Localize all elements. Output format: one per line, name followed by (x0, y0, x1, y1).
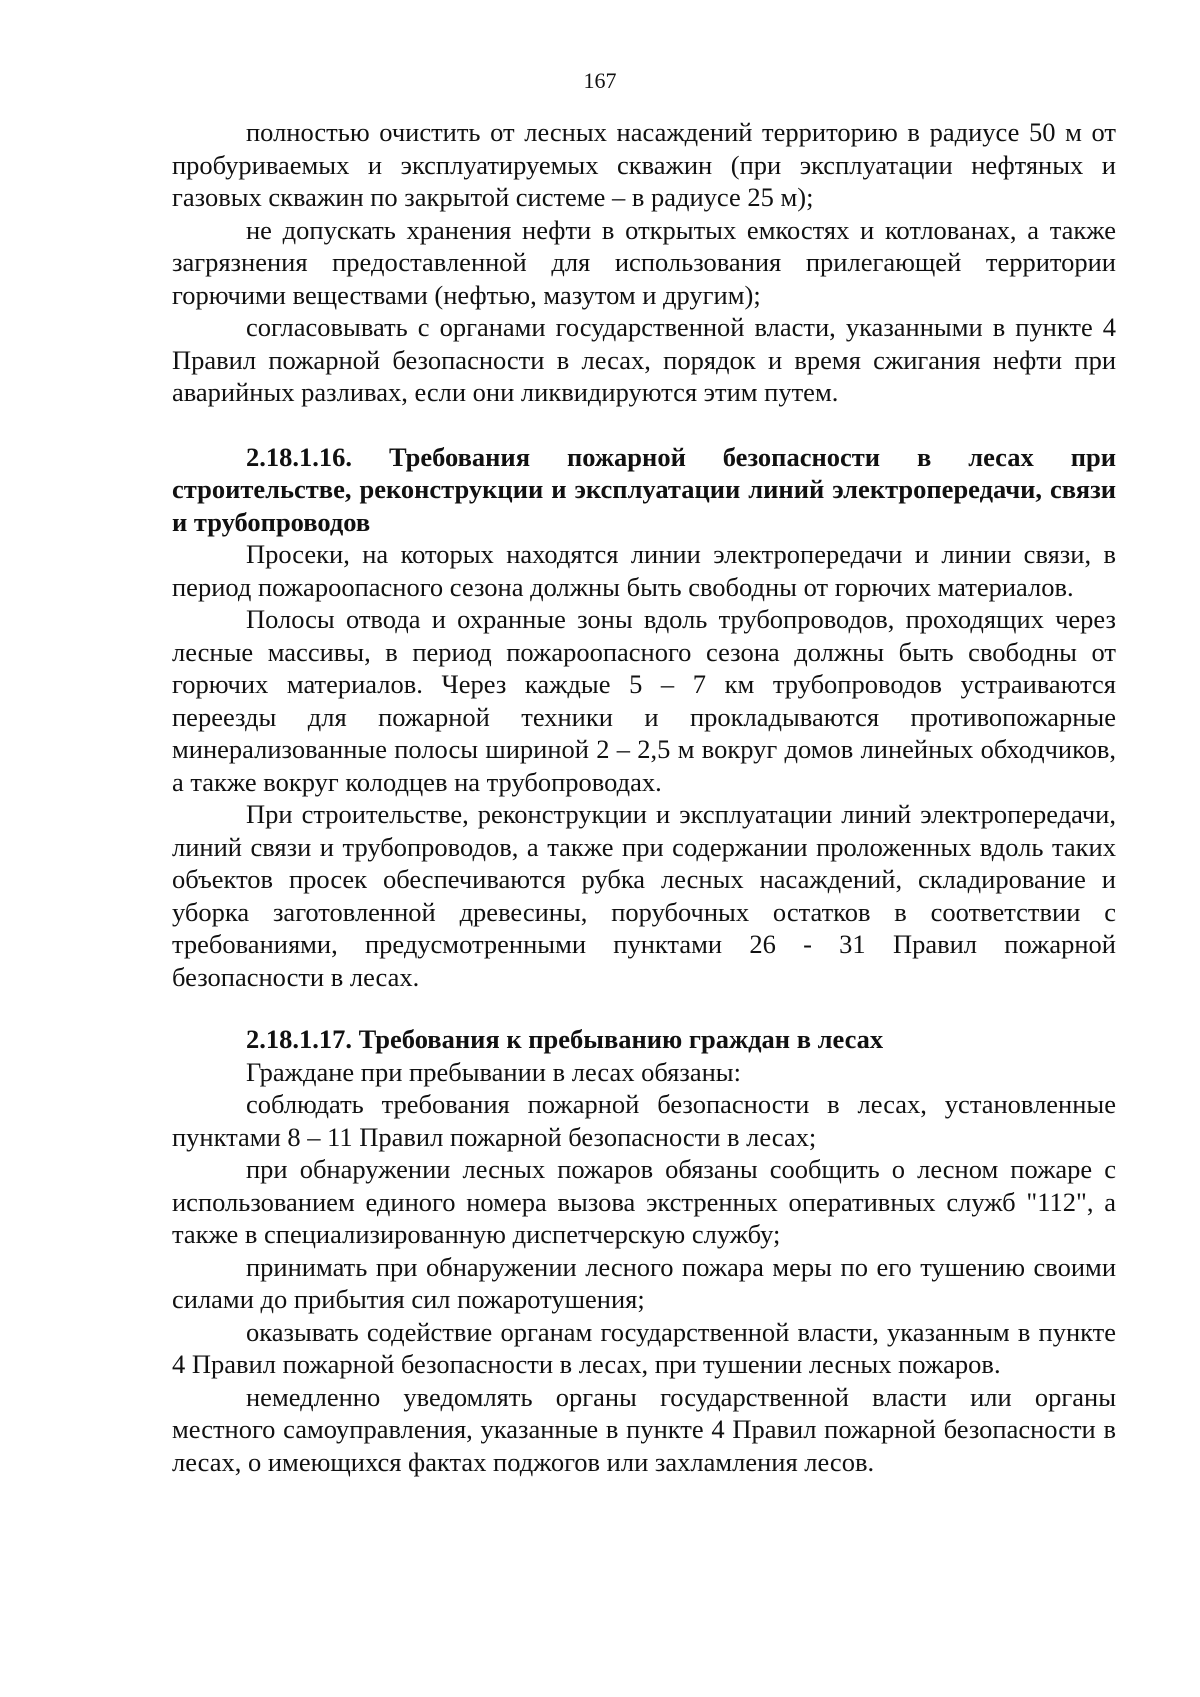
paragraph: немедленно уведомлять органы государственной власти или органы местного самоуправления, указанные в пункте 4 Правил пожарной безопасности в лесах, о имеющихся фактах поджогов или захламления лесов. (172, 1381, 1116, 1477)
paragraph: при обнаружении лесных пожаров обязаны сообщить о лесном пожаре с использованием единого номера вызова экстренных оперативных служб "112", а также в специализированную диспетчерскую службу; (172, 1154, 1116, 1249)
paragraph: При строительстве, реконструкции и эксплуатации линий электропередачи, линий связи и трубопроводов, а также при содержании проложенных вдоль таких объектов просек обеспечиваются рубка лесных насаждений, складирование и уборка заготовленной древесины, порубочных остатков в соответствии с требованиями, предусмотренными пунктами 26 - 31 Правил пожарной безопасности в лесах. (172, 799, 1116, 992)
paragraph: принимать при обнаружении лесного пожара меры по его тушению своими силами до прибытия сил пожаротушения; (172, 1251, 1116, 1314)
document-body (172, 116, 1116, 1478)
paragraph: Граждане при пребывании в лесах обязаны: (246, 1056, 741, 1087)
paragraph: полностью очистить от лесных насаждений территорию в радиусе 50 м от пробуриваемых и эксплуатируемых скважин (при эксплуатации нефтяных и газовых скважин по закрытой системе – в радиусе 25 м); (172, 117, 1116, 212)
section-heading-2-18-1-17: 2.18.1.17. Требования к пребыванию граждан в лесах (246, 1024, 884, 1054)
paragraph: оказывать содействие органам государственной власти, указанным в пункте 4 Правил пожарной безопасности в лесах, при тушении лесных пожаров. (172, 1316, 1116, 1379)
paragraph: согласовывать с органами государственной власти, указанными в пункте 4 Правил пожарной безопасности в лесах, порядок и время сжигания нефти при аварийных разливах, если они ликвидируются этим путем. (172, 312, 1116, 407)
paragraph: Просеки, на которых находятся линии электропередачи и линии связи, в период пожароопасного сезона должны быть свободны от горючих материалов. (172, 539, 1116, 602)
paragraph: Полосы отвода и охранные зоны вдоль трубопроводов, проходящих через лесные массивы, в период пожароопасного сезона должны быть свободны от горючих материалов. Через каждые 5 – 7 км трубопроводов устраиваются переезды для пожарной техники и прокладываются противопожарные минерализованные полосы шириной 2 – 2,5 м вокруг домов линейных обходчиков, а также вокруг колодцев на трубопроводах. (172, 604, 1116, 797)
paragraph: не допускать хранения нефти в открытых емкостях и котлованах, а также загрязнения предоставленной для использования прилегающей территории горючими веществами (нефтью, мазутом и другим); (172, 214, 1116, 310)
section-heading-2-18-1-16: 2.18.1.16. Требования пожарной безопасности в лесах при строительстве, реконструкции и эксплуатации линий электропередачи, связи и трубопроводов (172, 441, 1116, 537)
page-number: 167 (583, 68, 617, 93)
paragraph: соблюдать требования пожарной безопасности в лесах, установленные пунктами 8 – 11 Правил пожарной безопасности в лесах; (172, 1089, 1116, 1152)
